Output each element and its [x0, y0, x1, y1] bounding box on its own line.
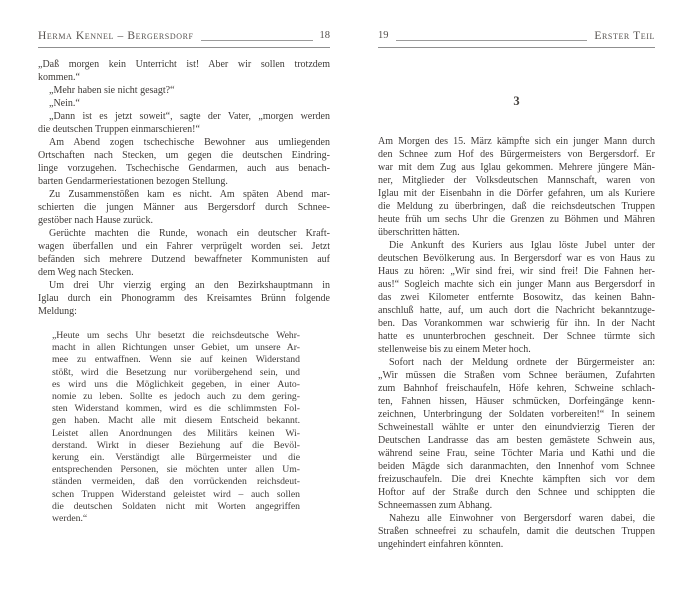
text-line: Zu Zusammenstößen kam es nicht. Am späten Abend mar-: [49, 189, 330, 200]
text-line: nomie zu leben. Sollte es jedoch auch zu dem gering-: [52, 391, 300, 403]
right-page-body: [378, 135, 655, 551]
block-quote: [38, 330, 330, 525]
text-line: überschritten hätten.: [378, 227, 460, 238]
text-line: Leistet allen Anordnungen des Militärs keinen Wi-: [52, 427, 300, 439]
text-line: „Daß morgen kein Unterricht ist! Aber wir sollen trotzdem: [38, 59, 330, 70]
header-rule-filler: [396, 40, 588, 41]
text-line: „Mehr haben sie nicht gesagt?“: [49, 85, 175, 96]
text-line: die Meldung zu überbringen, daß die reichsdeutschen Truppen: [378, 201, 655, 212]
part-title: Erster Teil: [594, 30, 655, 42]
text-line: beiden Mägde sich daranmachten, den Innenhof vom Schnee: [378, 461, 655, 472]
text-line: deutschen Bevölkerung aus. In Bergersdorf war es von Haus zu: [378, 253, 655, 264]
text-line: macht in allen Richtungen unser Gebiet, um unsere Ar-: [52, 342, 300, 354]
text-line: Schweinestall wählte er unter den einundvierzig Tieren der: [378, 422, 655, 433]
text-line: gen haben. Macht alle mit diesem Entscheid bekannt.: [52, 415, 300, 427]
text-line: schierten die jungen Männer aus Bergersdorf durch Schnee-: [38, 202, 330, 213]
text-line: werden.“: [52, 513, 88, 525]
right-page: [378, 30, 655, 551]
paragraph: [38, 188, 330, 227]
text-line: derstand. Wirkt in dieser Beziehung auf die Bevöl-: [52, 439, 300, 451]
text-line: war mit dem Zug aus Iglau gekommen. Mehrere jüngere Män-: [378, 162, 655, 173]
text-line: mee zu entwaffnen. Wenn sie auf keinen Widerstand: [52, 354, 300, 366]
text-line: kommen.“: [38, 72, 80, 83]
header-rule-filler: [201, 40, 313, 41]
text-line: Haus zu hören: „Wir sind frei, wir sind frei! Die Fahnen her-: [378, 266, 655, 277]
text-line: ungehindert einfahren könnten.: [378, 539, 504, 550]
text-line: es wird uns die Möglichkeit gegeben, in einer Auto-: [52, 378, 300, 390]
chapter-number: 3: [513, 94, 520, 108]
text-line: anschluß hatte, auf, um auch dort die Nachricht bekanntzuge-: [378, 305, 655, 316]
text-line: Deutschen Landrasse das am besten gemästete Schwein aus,: [378, 435, 655, 446]
text-line: heute früh um sechs Uhr die Grenzen zu Böhmen und Mähren: [378, 214, 655, 225]
text-line: „Dann ist es jetzt soweit“, sagte der Vater, „morgen werden: [49, 111, 330, 122]
text-line: Die Ankunft des Kuriers aus Iglau löste Jubel unter der: [389, 240, 655, 251]
text-line: Am Abend zogen tschechische Bewohner aus umliegenden: [49, 137, 330, 148]
text-line: hatte es ununterbrochen geschneit. Der Schnee türmte sich: [378, 331, 655, 342]
text-line: entsprechenden Personen, sie möchten unter allen Um-: [52, 464, 300, 476]
paragraph: [38, 84, 330, 97]
text-line: Schneemassen zum Abhang.: [378, 500, 493, 511]
text-line: Am Morgen des 15. März kämpfte sich ein junger Mann durch: [378, 136, 655, 147]
paragraph: [378, 512, 655, 551]
paragraph: [52, 330, 300, 525]
text-line: Ortschaften nach Stecken, um gegen die deutschen Eindring-: [38, 150, 330, 161]
paragraph: [38, 227, 330, 279]
page-number-left: 18: [319, 30, 330, 41]
text-line: schen Truppen Widerstand geleistet wird – auch sollen: [52, 488, 300, 500]
paragraph: [38, 110, 330, 136]
paragraph: [38, 97, 330, 110]
book-title: Herma Kennel – Bergersdorf: [38, 30, 194, 42]
text-line: ten, Fahnen hissen, Häuser schmücken, Dorfeingänge kenn-: [378, 396, 655, 407]
text-line: gestöber nach Hause zurück.: [38, 215, 153, 226]
text-line: barten Gendarmeriestationen bezogen Stellung.: [38, 176, 228, 187]
text-line: Nahezu alle Einwohner von Bergersdorf waren dabei, die: [389, 513, 655, 524]
text-line: Sofort nach der Meldung ordnete der Bürgermeister an:: [389, 357, 655, 368]
text-line: den Schnee zum Hof des Bürgermeisters von Bergersdorf. Er: [378, 149, 655, 160]
paragraph: [378, 239, 655, 356]
left-page: [38, 30, 330, 525]
text-line: „Wir müssen die Straßen vom Schnee beräumen, Zufahrten: [378, 370, 655, 381]
text-line: die deutschen Soldaten nicht mit Worten angegriffen: [52, 500, 300, 512]
text-line: befänden sich mehrere Dutzend bewaffneter Kommunisten auf: [38, 254, 330, 265]
text-line: ständen vermeiden, daß den vorrückenden reichsdeut-: [52, 476, 300, 488]
page-number-right: 19: [378, 30, 389, 41]
text-line: Um drei Uhr vierzig erging an den Bezirkshauptmann in: [49, 280, 330, 291]
right-running-head: [378, 30, 655, 48]
text-line: stellenweise bis zu einem Meter hoch.: [378, 344, 531, 355]
paragraph: [38, 279, 330, 318]
text-line: wagen überfallen und ein Fahrer verprügelt worden sei. Jetzt: [38, 241, 330, 252]
text-line: während seine Frau, seine Töchter Maria und Kathi und die: [378, 448, 655, 459]
paragraph: [378, 356, 655, 512]
text-line: „Nein.“: [49, 98, 80, 109]
text-line: stößt, wird die Besetzung nur vorübergehend sein, und: [52, 366, 300, 378]
text-line: die deutschen Truppen einmarschieren!“: [38, 124, 200, 135]
text-line: zum Bahnhof freischaufeln, Höfe kehren, Schweine schlach-: [378, 383, 655, 394]
text-line: freizuschaufeln. Die drei Knechte kämpften sich vor dem: [378, 474, 655, 485]
text-line: dem Weg nach Stecken.: [38, 267, 134, 278]
text-line: „Heute um sechs Uhr besetzt die reichsdeutsche Wehr-: [52, 330, 300, 341]
text-line: sten Widerstand kommen, wird es die schlimmsten Fol-: [52, 403, 300, 415]
text-line: zeichnen, Unterbringung der Soldaten vorbereiten!“ In seinem: [378, 409, 655, 420]
paragraph: [38, 136, 330, 188]
text-line: ner, Mitglieder der Volksdeutschen Mannschaft, waren von: [378, 175, 655, 186]
left-running-head: [38, 30, 330, 48]
left-page-body: [38, 58, 330, 318]
text-line: Gerüchte machten die Runde, wonach ein deutscher Kraft-: [49, 228, 330, 239]
text-line: kerung ein. Verständigt alle Bürgermeister und die: [52, 452, 300, 464]
text-line: ben. Das Vorankommen war schwierig für ihn. In der Nacht: [378, 318, 655, 329]
text-line: Straßen schneefrei zu schaufeln, damit die deutschen Truppen: [378, 526, 655, 537]
paragraph: [378, 135, 655, 239]
text-line: Hoftor auf der Straße durch den Schnee und schippten die: [378, 487, 655, 498]
text-line: Iglau durch ein Phonogramm des Kreisamtes Brünn folgende: [38, 293, 330, 304]
paragraph: [38, 58, 330, 84]
text-line: linge vorzugehen. Tschechische Gendarmen, auch aus benach-: [38, 163, 330, 174]
text-line: Meldung:: [38, 306, 77, 317]
text-line: aus!“ Sogleich machte sich ein junger Mann aus Bergersdorf in: [378, 279, 655, 290]
text-line: das zwei Kilometer entfernte Bosowitz, das keinen Bahn-: [378, 292, 655, 303]
text-line: Iglau mit der Eisenbahn in die Dörfer gefahren, um als Kuriere: [378, 188, 655, 199]
